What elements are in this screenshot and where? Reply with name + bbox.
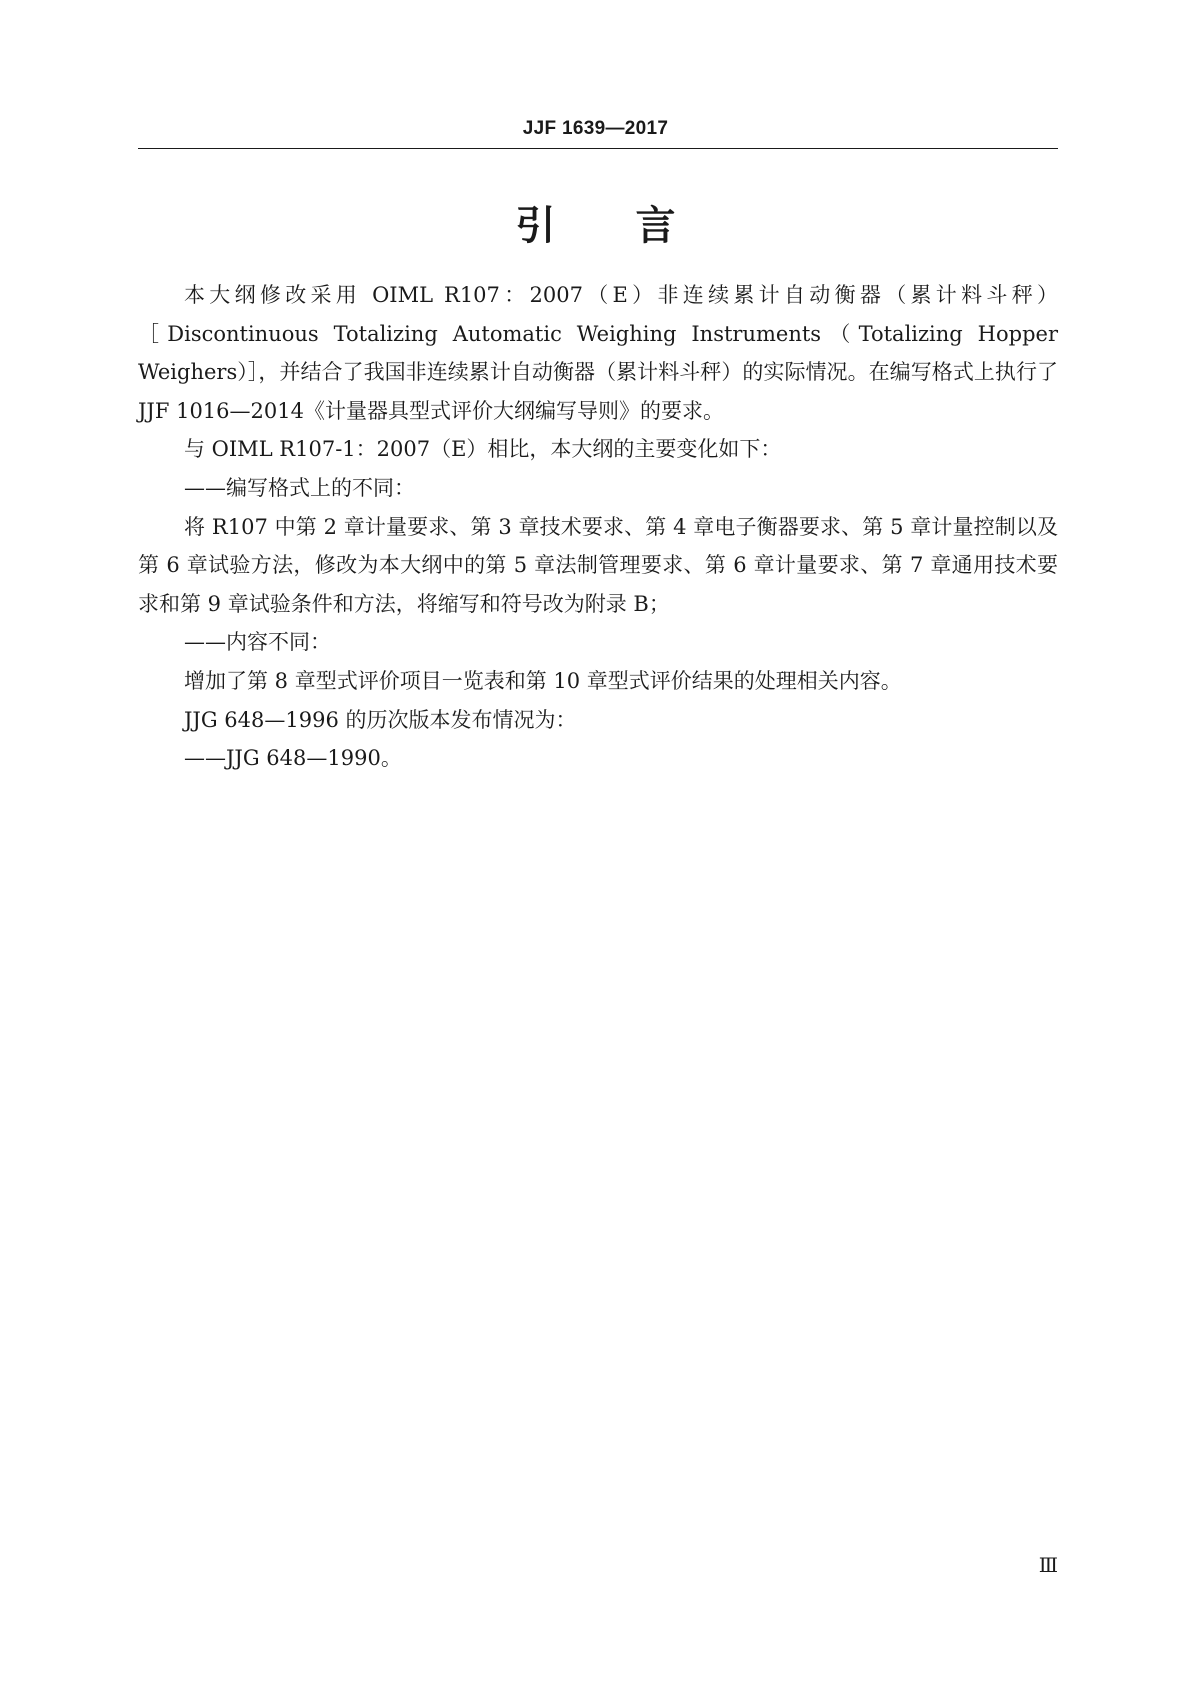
paragraph-main-changes-intro: 与 OIML R107-1：2007（E）相比，本大纲的主要变化如下： — [184, 437, 782, 462]
list-item-previous-version: ——JJG 648—1990。 — [184, 746, 402, 771]
paragraph-chapter-changes: 将 R107 中第 2 章计量要求、第 3 章技术要求、第 4 章电子衡器要求、第 5 章计量控制以及第 6 章试验方法，修改为本大纲中的第 5 章法制管理要求、第 6 章计量要求、第 7 章通用技术要求和第 9 章试验条件和方法，将缩写和符号改为附录 B； — [138, 514, 1058, 616]
standard-code: JJF 1639—2017 — [522, 118, 669, 139]
paragraph-adoption-statement: 本大纲修改采用 OIML R107：2007（E）非连续累计自动衡器（累计料斗秤）［Discontinuous Totalizing Automatic Weighing Instruments（Totalizing Hopper Weighers）］，并结合了我国非连续累计自动衡器（累计料斗秤）的实际情况。在编写格式上执行了 JJF 1016—2014《计量器具型式评价大纲编写导则》的要求。 — [138, 283, 1058, 423]
list-item-content-differences: ——内容不同： — [184, 630, 331, 655]
page-title: 引言 — [515, 203, 756, 249]
page-number: Ⅲ — [1038, 1553, 1058, 1577]
paragraph-added-content: 增加了第 8 章型式评价项目一览表和第 10 章型式评价结果的处理相关内容。 — [184, 668, 902, 693]
paragraph-version-history-intro: JJG 648—1996 的历次版本发布情况为： — [184, 707, 577, 732]
list-item-format-differences: ——编写格式上的不同： — [184, 475, 415, 500]
header-divider — [138, 148, 1058, 149]
document-body — [138, 276, 1058, 778]
